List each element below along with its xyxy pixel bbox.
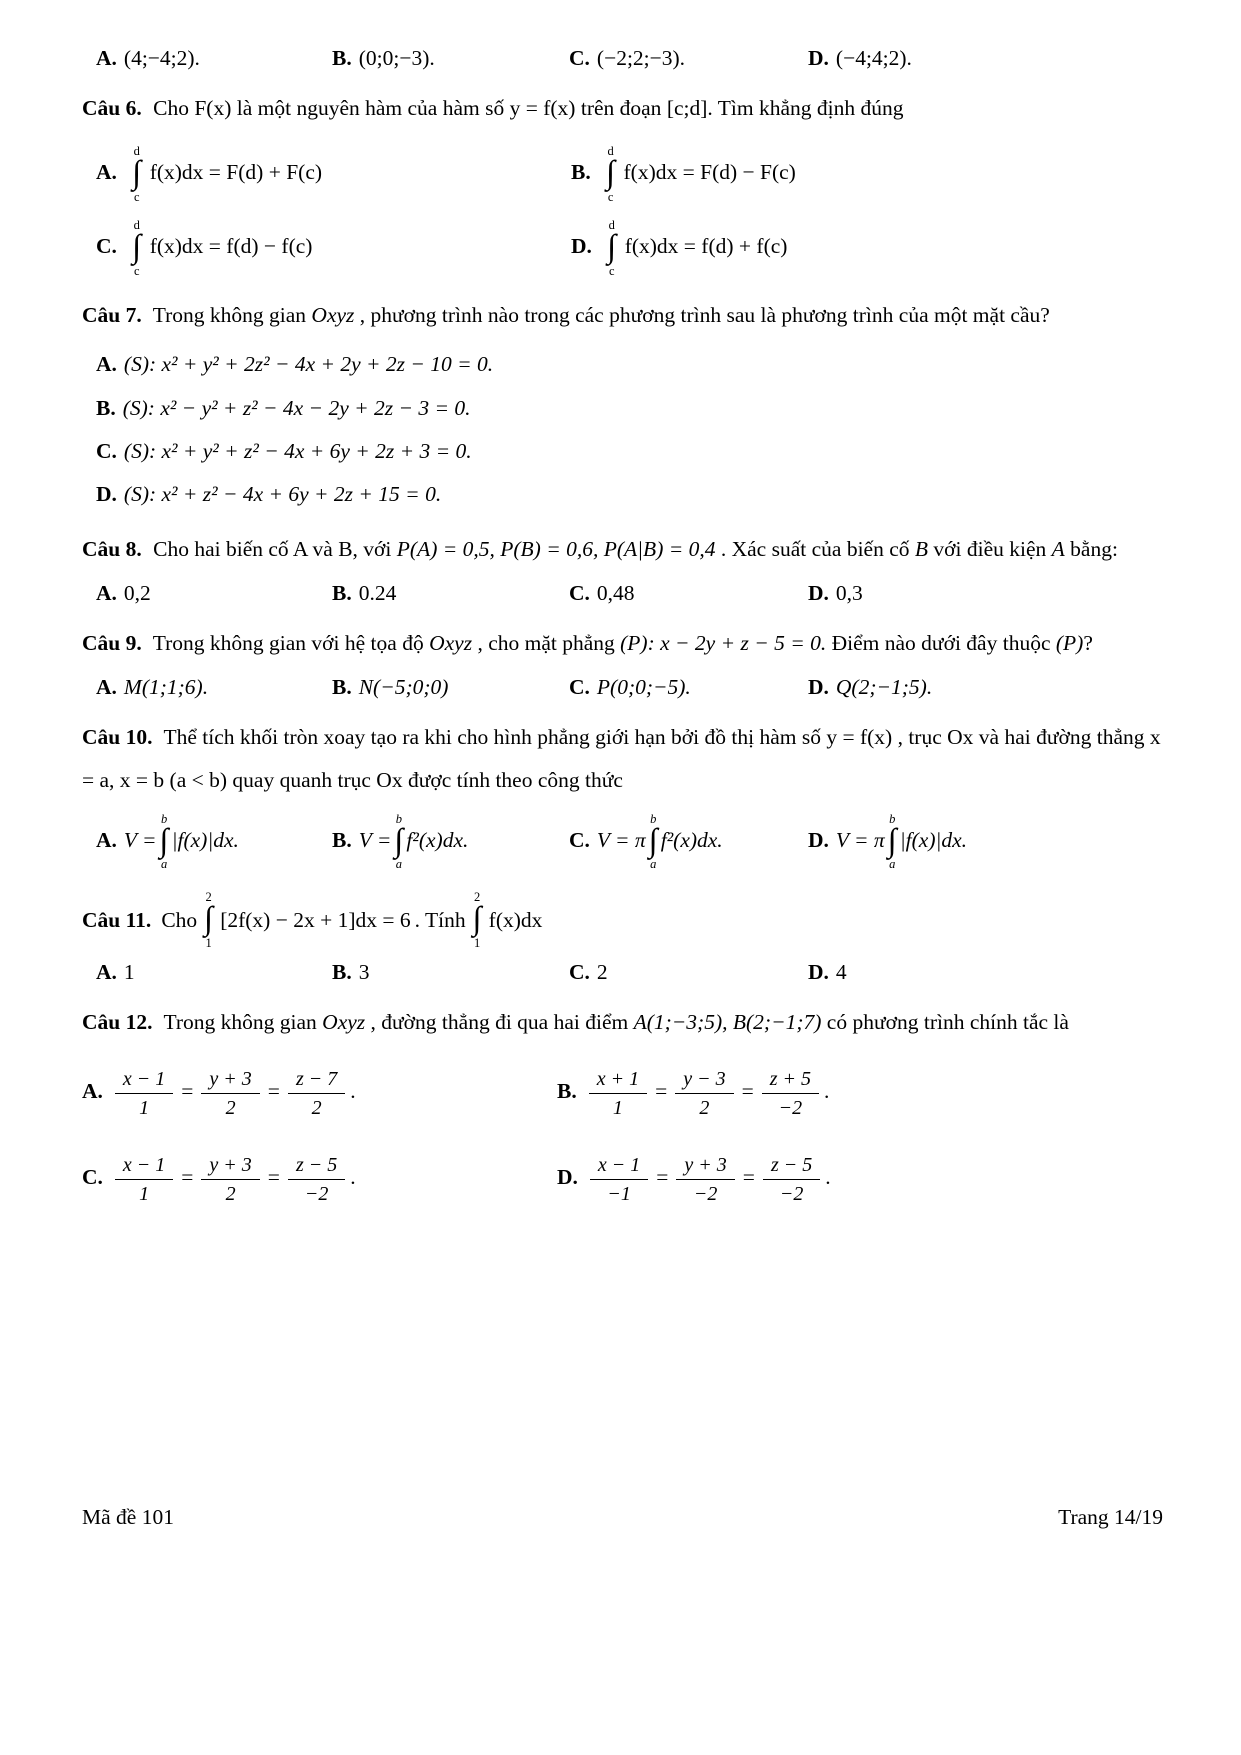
question-text: Trong không gian Oxyz , phương trình nào trong các phương trình sau là phương trình của một mặt cầu? xyxy=(152,303,1050,328)
question-7-options xyxy=(82,347,1163,512)
option-formula: |f(x)|dx. xyxy=(171,827,239,852)
fraction-numerator: y + 3 xyxy=(676,1152,734,1180)
option-d xyxy=(808,812,1163,872)
integral-lower-limit: a xyxy=(889,857,896,872)
integral-lower-limit: c xyxy=(609,263,615,278)
option-a xyxy=(82,1066,557,1120)
integral-sign-icon: ∫ xyxy=(606,155,616,192)
fraction-numerator: z + 5 xyxy=(762,1066,819,1094)
option-label: B. xyxy=(332,674,352,699)
integral-expression: f(x)dx xyxy=(488,907,543,932)
option-text: 0,48 xyxy=(596,580,635,605)
option-label: C. xyxy=(96,234,117,259)
question-12-options-row-1 xyxy=(82,1058,1163,1130)
equals-sign: = xyxy=(655,1078,668,1103)
question-9 xyxy=(82,622,1163,700)
option-formula: f(x)dx = F(d) + F(c) xyxy=(149,159,323,184)
equals-sign: = xyxy=(181,1078,194,1103)
fraction-denominator: 2 xyxy=(225,1096,236,1119)
option-b xyxy=(332,46,569,71)
option-a xyxy=(96,812,332,872)
fraction-numerator: x + 1 xyxy=(589,1066,647,1094)
integral-lower-limit: 1 xyxy=(474,935,481,950)
option-label: A. xyxy=(96,46,117,70)
fraction-numerator: z − 7 xyxy=(288,1066,345,1094)
integral-expression: [2f(x) − 2x + 1]dx = 6 xyxy=(220,907,411,932)
period: . xyxy=(824,1078,830,1103)
option-label: C. xyxy=(82,1164,103,1189)
integral-sign-icon: ∫ xyxy=(607,229,617,266)
fraction-denominator: 1 xyxy=(612,1096,623,1119)
question-5-options xyxy=(82,46,1163,71)
integral-sign-icon: ∫ xyxy=(394,823,404,860)
integral-sign-icon: ∫ xyxy=(132,229,142,266)
option-label: A. xyxy=(96,827,117,852)
fraction xyxy=(676,1152,734,1206)
option-formula: f²(x)dx. xyxy=(406,827,469,852)
option-label: B. xyxy=(332,959,352,984)
option-formula: f(x)dx = f(d) − f(c) xyxy=(149,234,313,259)
fraction-denominator: −2 xyxy=(779,1182,804,1205)
option-b xyxy=(557,1066,1163,1120)
option-text: 1 xyxy=(123,959,135,984)
option-text: 3 xyxy=(358,959,370,984)
question-stem xyxy=(82,622,1163,665)
question-number: Câu 6. xyxy=(82,96,142,120)
option-d xyxy=(808,46,1163,71)
integral xyxy=(473,890,482,950)
integral xyxy=(204,890,213,950)
integral xyxy=(607,218,616,278)
option-formula: f²(x)dx. xyxy=(660,827,723,852)
integral-lower-limit: a xyxy=(160,857,168,872)
option-label: B. xyxy=(96,395,116,420)
fraction-numerator: y + 3 xyxy=(201,1066,259,1094)
fraction xyxy=(763,1152,820,1206)
option-formula: |f(x)|dx. xyxy=(899,827,968,852)
fraction xyxy=(590,1152,648,1206)
fraction-denominator: −2 xyxy=(778,1096,803,1119)
question-6-options-row-1 xyxy=(82,144,1163,204)
option-label: A. xyxy=(96,352,117,377)
question-12-options-row-2 xyxy=(82,1144,1163,1216)
fraction-denominator: 2 xyxy=(699,1096,710,1119)
fraction xyxy=(115,1066,173,1120)
question-11-options xyxy=(82,960,1163,985)
integral-upper-limit: b xyxy=(650,811,657,826)
option-b xyxy=(332,812,569,872)
integral xyxy=(132,144,141,204)
option-label: D. xyxy=(808,674,829,699)
equals-sign: = xyxy=(181,1164,194,1189)
equals-sign: = xyxy=(267,1164,280,1189)
option-text: (4;−4;2). xyxy=(123,46,200,70)
option-a xyxy=(96,675,332,700)
fraction xyxy=(762,1066,819,1120)
option-label: C. xyxy=(96,438,117,463)
footer-page-number: Trang 14/19 xyxy=(1058,1505,1163,1529)
option-c xyxy=(569,960,808,985)
option-c xyxy=(96,218,571,278)
question-11 xyxy=(82,890,1163,985)
option-label: A. xyxy=(96,580,117,605)
question-stem xyxy=(82,294,1163,337)
option-text: 2 xyxy=(596,959,608,984)
option-label: B. xyxy=(332,580,352,605)
option-label: C. xyxy=(569,46,590,70)
option-label: D. xyxy=(571,234,592,259)
option-label: B. xyxy=(332,827,352,852)
integral xyxy=(606,144,615,204)
question-7 xyxy=(82,294,1163,512)
integral xyxy=(888,812,897,872)
period: . xyxy=(825,1164,831,1189)
fraction xyxy=(589,1066,647,1120)
option-formula-prefix: V = π xyxy=(835,827,885,852)
question-stem xyxy=(82,528,1163,571)
fraction-denominator: 2 xyxy=(225,1182,236,1205)
option-label: D. xyxy=(808,580,829,605)
fraction xyxy=(201,1152,259,1206)
option-d xyxy=(808,581,1163,606)
question-number: Câu 7. xyxy=(82,303,142,328)
footer-exam-code: Mã đề 101 xyxy=(82,1505,174,1529)
question-number: Câu 9. xyxy=(82,630,142,655)
integral-lower-limit: c xyxy=(134,263,140,278)
option-formula-prefix: V = xyxy=(358,827,392,852)
fraction-numerator: x − 1 xyxy=(590,1152,648,1180)
option-formula: (S): x² + y² + z² − 4x + 6y + 2z + 3 = 0. xyxy=(123,438,472,463)
option-formula-prefix: V = xyxy=(123,827,157,852)
question-10-options xyxy=(82,812,1163,872)
option-text: N(−5;0;0) xyxy=(358,674,449,699)
option-b xyxy=(82,391,1163,425)
question-text: Trong không gian với hệ tọa độ Oxyz , cho mặt phẳng (P): x − 2y + z − 5 = 0. Điểm nào dưới đây thuộc (P)? xyxy=(152,630,1093,655)
fraction-denominator: −1 xyxy=(607,1182,631,1205)
option-label: A. xyxy=(96,674,117,699)
option-a xyxy=(96,46,332,71)
integral-sign-icon: ∫ xyxy=(648,823,658,860)
option-d xyxy=(808,960,1163,985)
option-d xyxy=(557,1152,1163,1206)
fraction-denominator: 2 xyxy=(311,1096,322,1119)
question-text: Cho hai biến cố A và B, với P(A) = 0,5, P(B) = 0,6, P(A|B) = 0,4 . Xác suất của biến cố B với điều kiện A bằng: xyxy=(153,536,1118,561)
option-label: A. xyxy=(82,1078,103,1103)
option-formula-prefix: V = π xyxy=(596,827,646,852)
question-number: Câu 8. xyxy=(82,536,142,561)
option-c xyxy=(569,812,808,872)
integral xyxy=(649,812,658,872)
question-10 xyxy=(82,716,1163,872)
question-text: Trong không gian Oxyz , đường thẳng đi qua hai điểm A(1;−3;5), B(2;−1;7) có phương trình chính tắc là xyxy=(163,1009,1069,1034)
fraction-denominator: −2 xyxy=(693,1182,718,1205)
option-label: A. xyxy=(96,159,117,184)
option-text: (−4;4;2). xyxy=(835,46,912,70)
option-label: D. xyxy=(808,827,829,852)
fraction-denominator: −2 xyxy=(304,1182,329,1205)
integral-upper-limit: d xyxy=(607,144,614,158)
question-number: Câu 10. xyxy=(82,724,153,749)
period: . xyxy=(350,1078,356,1103)
question-text: . Tính xyxy=(414,907,466,932)
integral-lower-limit: c xyxy=(134,189,140,204)
equals-sign: = xyxy=(741,1078,754,1103)
option-b xyxy=(332,675,569,700)
question-number: Câu 11. xyxy=(82,907,152,932)
option-a xyxy=(96,144,571,204)
option-text: 0,3 xyxy=(835,580,863,605)
question-text: Cho xyxy=(161,907,198,932)
integral-upper-limit: d xyxy=(133,144,140,158)
integral-lower-limit: a xyxy=(650,857,657,872)
option-text: M(1;1;6). xyxy=(123,674,209,699)
option-text: 0,2 xyxy=(123,580,151,605)
fraction-numerator: z − 5 xyxy=(763,1152,820,1180)
question-6 xyxy=(82,87,1163,278)
option-label: B. xyxy=(332,46,352,70)
question-stem xyxy=(82,1001,1163,1044)
fraction-numerator: x − 1 xyxy=(115,1066,173,1094)
option-formula: f(x)dx = f(d) + f(c) xyxy=(624,234,788,259)
option-label: C. xyxy=(569,827,590,852)
option-label: D. xyxy=(557,1164,578,1189)
question-8-options xyxy=(82,581,1163,606)
option-b xyxy=(332,960,569,985)
question-stem xyxy=(82,890,1163,950)
fraction-numerator: y + 3 xyxy=(201,1152,259,1180)
question-stem xyxy=(82,87,1163,130)
option-c xyxy=(569,581,808,606)
option-label: C. xyxy=(569,580,590,605)
option-label: B. xyxy=(557,1078,577,1103)
fraction xyxy=(288,1152,345,1206)
fraction-numerator: z − 5 xyxy=(288,1152,345,1180)
period: . xyxy=(350,1164,356,1189)
question-9-options xyxy=(82,675,1163,700)
question-text: Cho F(x) là một nguyên hàm của hàm số y = f(x) trên đoạn [c;d]. Tìm khẳng định đúng xyxy=(153,96,904,120)
option-label: B. xyxy=(571,159,591,184)
option-c xyxy=(569,46,808,71)
fraction-denominator: 1 xyxy=(139,1182,150,1205)
integral-lower-limit: c xyxy=(607,189,614,204)
option-d xyxy=(82,477,1163,511)
integral-upper-limit: b xyxy=(160,811,168,826)
option-d xyxy=(808,675,1163,700)
integral-upper-limit: d xyxy=(608,218,615,233)
fraction xyxy=(115,1152,173,1206)
option-b xyxy=(571,144,1163,204)
option-label: A. xyxy=(96,959,117,984)
fraction xyxy=(288,1066,345,1120)
option-label: D. xyxy=(96,482,117,507)
fraction xyxy=(675,1066,733,1120)
question-stem xyxy=(82,716,1163,802)
equals-sign: = xyxy=(656,1164,669,1189)
fraction-numerator: x − 1 xyxy=(115,1152,173,1180)
option-text: (0;0;−3). xyxy=(358,46,435,70)
option-text: 4 xyxy=(835,959,847,984)
equals-sign: = xyxy=(267,1078,280,1103)
question-text: Thể tích khối tròn xoay tạo ra khi cho hình phẳng giới hạn bởi đồ thị hàm số y = f(x) , trục Ox và hai đường thẳng x = a, x = b (a < b) quay quanh trục Ox được tính theo công thức xyxy=(82,724,1161,792)
question-6-options-row-2 xyxy=(82,218,1163,278)
integral xyxy=(160,812,169,872)
question-8 xyxy=(82,528,1163,606)
option-a xyxy=(82,347,1163,381)
integral-upper-limit: b xyxy=(889,811,896,826)
equals-sign: = xyxy=(742,1164,755,1189)
option-c xyxy=(82,434,1163,468)
option-label: D. xyxy=(808,959,829,984)
question-12 xyxy=(82,1001,1163,1216)
option-text: P(0;0;−5). xyxy=(596,674,691,699)
question-number: Câu 12. xyxy=(82,1009,153,1034)
option-c xyxy=(82,1152,557,1206)
option-label: C. xyxy=(569,959,590,984)
option-c xyxy=(569,675,808,700)
integral-lower-limit: a xyxy=(395,857,402,872)
option-a xyxy=(96,581,332,606)
fraction-denominator: 1 xyxy=(139,1096,150,1119)
integral-upper-limit: d xyxy=(133,218,140,233)
option-formula: (S): x² + y² + 2z² − 4x + 2y + 2z − 10 = 0. xyxy=(123,352,494,377)
option-label: D. xyxy=(808,46,829,70)
option-formula: f(x)dx = F(d) − F(c) xyxy=(623,159,796,184)
integral-sign-icon: ∫ xyxy=(472,901,482,938)
integral-sign-icon: ∫ xyxy=(887,823,897,860)
option-text: Q(2;−1;5). xyxy=(835,674,933,699)
page-footer xyxy=(82,1505,1163,1530)
integral-sign-icon: ∫ xyxy=(159,823,169,860)
integral xyxy=(132,218,141,278)
option-text: (−2;2;−3). xyxy=(596,46,686,70)
option-a xyxy=(96,960,332,985)
integral-lower-limit: 1 xyxy=(205,935,212,950)
integral xyxy=(394,812,403,872)
integral-upper-limit: 2 xyxy=(205,889,212,904)
option-formula: (S): x² − y² + z² − 4x − 2y + 2z − 3 = 0. xyxy=(122,395,471,420)
option-label: C. xyxy=(569,674,590,699)
fraction xyxy=(201,1066,259,1120)
integral-sign-icon: ∫ xyxy=(132,155,142,192)
option-formula: (S): x² + z² − 4x + 6y + 2z + 15 = 0. xyxy=(123,482,442,507)
integral-upper-limit: b xyxy=(395,811,402,826)
integral-sign-icon: ∫ xyxy=(204,901,214,938)
option-d xyxy=(571,218,1163,278)
option-text: 0.24 xyxy=(358,580,397,605)
integral-upper-limit: 2 xyxy=(474,889,481,904)
fraction-numerator: y − 3 xyxy=(675,1066,733,1094)
option-b xyxy=(332,581,569,606)
